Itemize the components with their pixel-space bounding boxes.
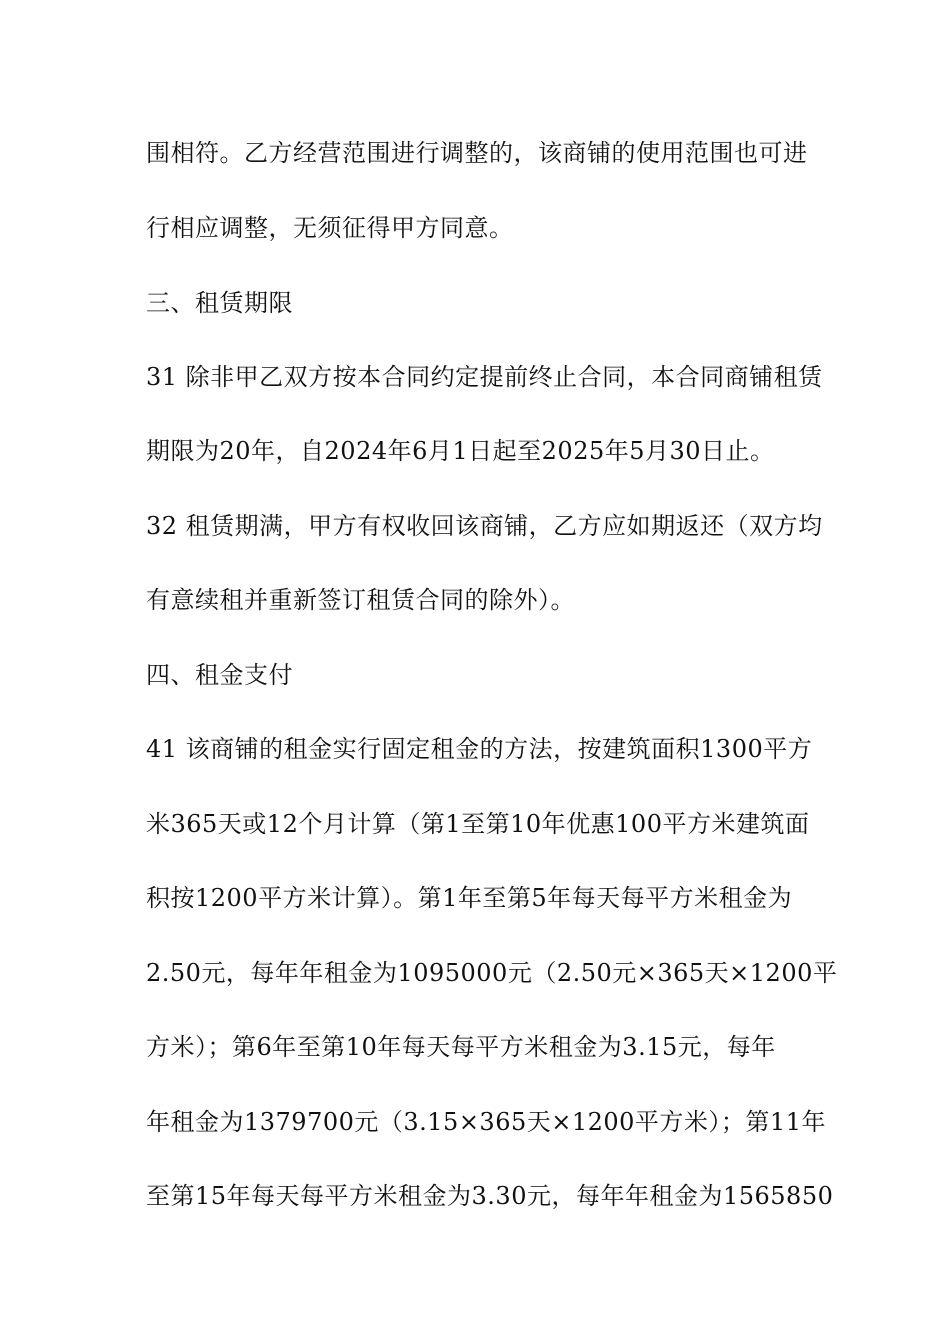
section-heading: 三、租赁期限: [146, 289, 293, 317]
paragraph-line: 至第15年每天每平方米租金为3.30元，每年年租金为1565850: [146, 1182, 834, 1210]
paragraph-line: 行相应调整，无须征得甲方同意。: [146, 214, 514, 242]
paragraph-line: 方米）；第6年至第10年每天每平方米租金为3.15元，每年: [146, 1033, 776, 1061]
paragraph-line: 31 除非甲乙双方按本合同约定提前终止合同，本合同商铺租赁: [146, 363, 823, 391]
paragraph-line: 米365天或12个月计算（第1至第10年优惠100平方米建筑面: [146, 810, 810, 838]
paragraph-line: 积按1200平方米计算）。第1年至第5年每天每平方米租金为: [146, 884, 793, 912]
paragraph-line: 年租金为1379700元（3.15×365天×1200平方米）；第11年: [146, 1108, 826, 1136]
paragraph-line: 期限为20年，自2024年6月1日起至2025年5月30日止。: [146, 437, 775, 465]
paragraph-line: 2.50元，每年年租金为1095000元（2.50元×365天×1200平: [146, 959, 838, 987]
paragraph-line: 32 租赁期满，甲方有权收回该商铺，乙方应如期返还（双方均: [146, 512, 823, 540]
paragraph-line: 41 该商铺的租金实行固定租金的方法，按建筑面积1300平方: [146, 735, 813, 763]
section-heading: 四、租金支付: [146, 661, 293, 689]
paragraph-line: 有意续租并重新签订租赁合同的除外）。: [146, 586, 575, 614]
paragraph-line: 围相符。乙方经营范围进行调整的，该商铺的使用范围也可进: [146, 139, 808, 167]
